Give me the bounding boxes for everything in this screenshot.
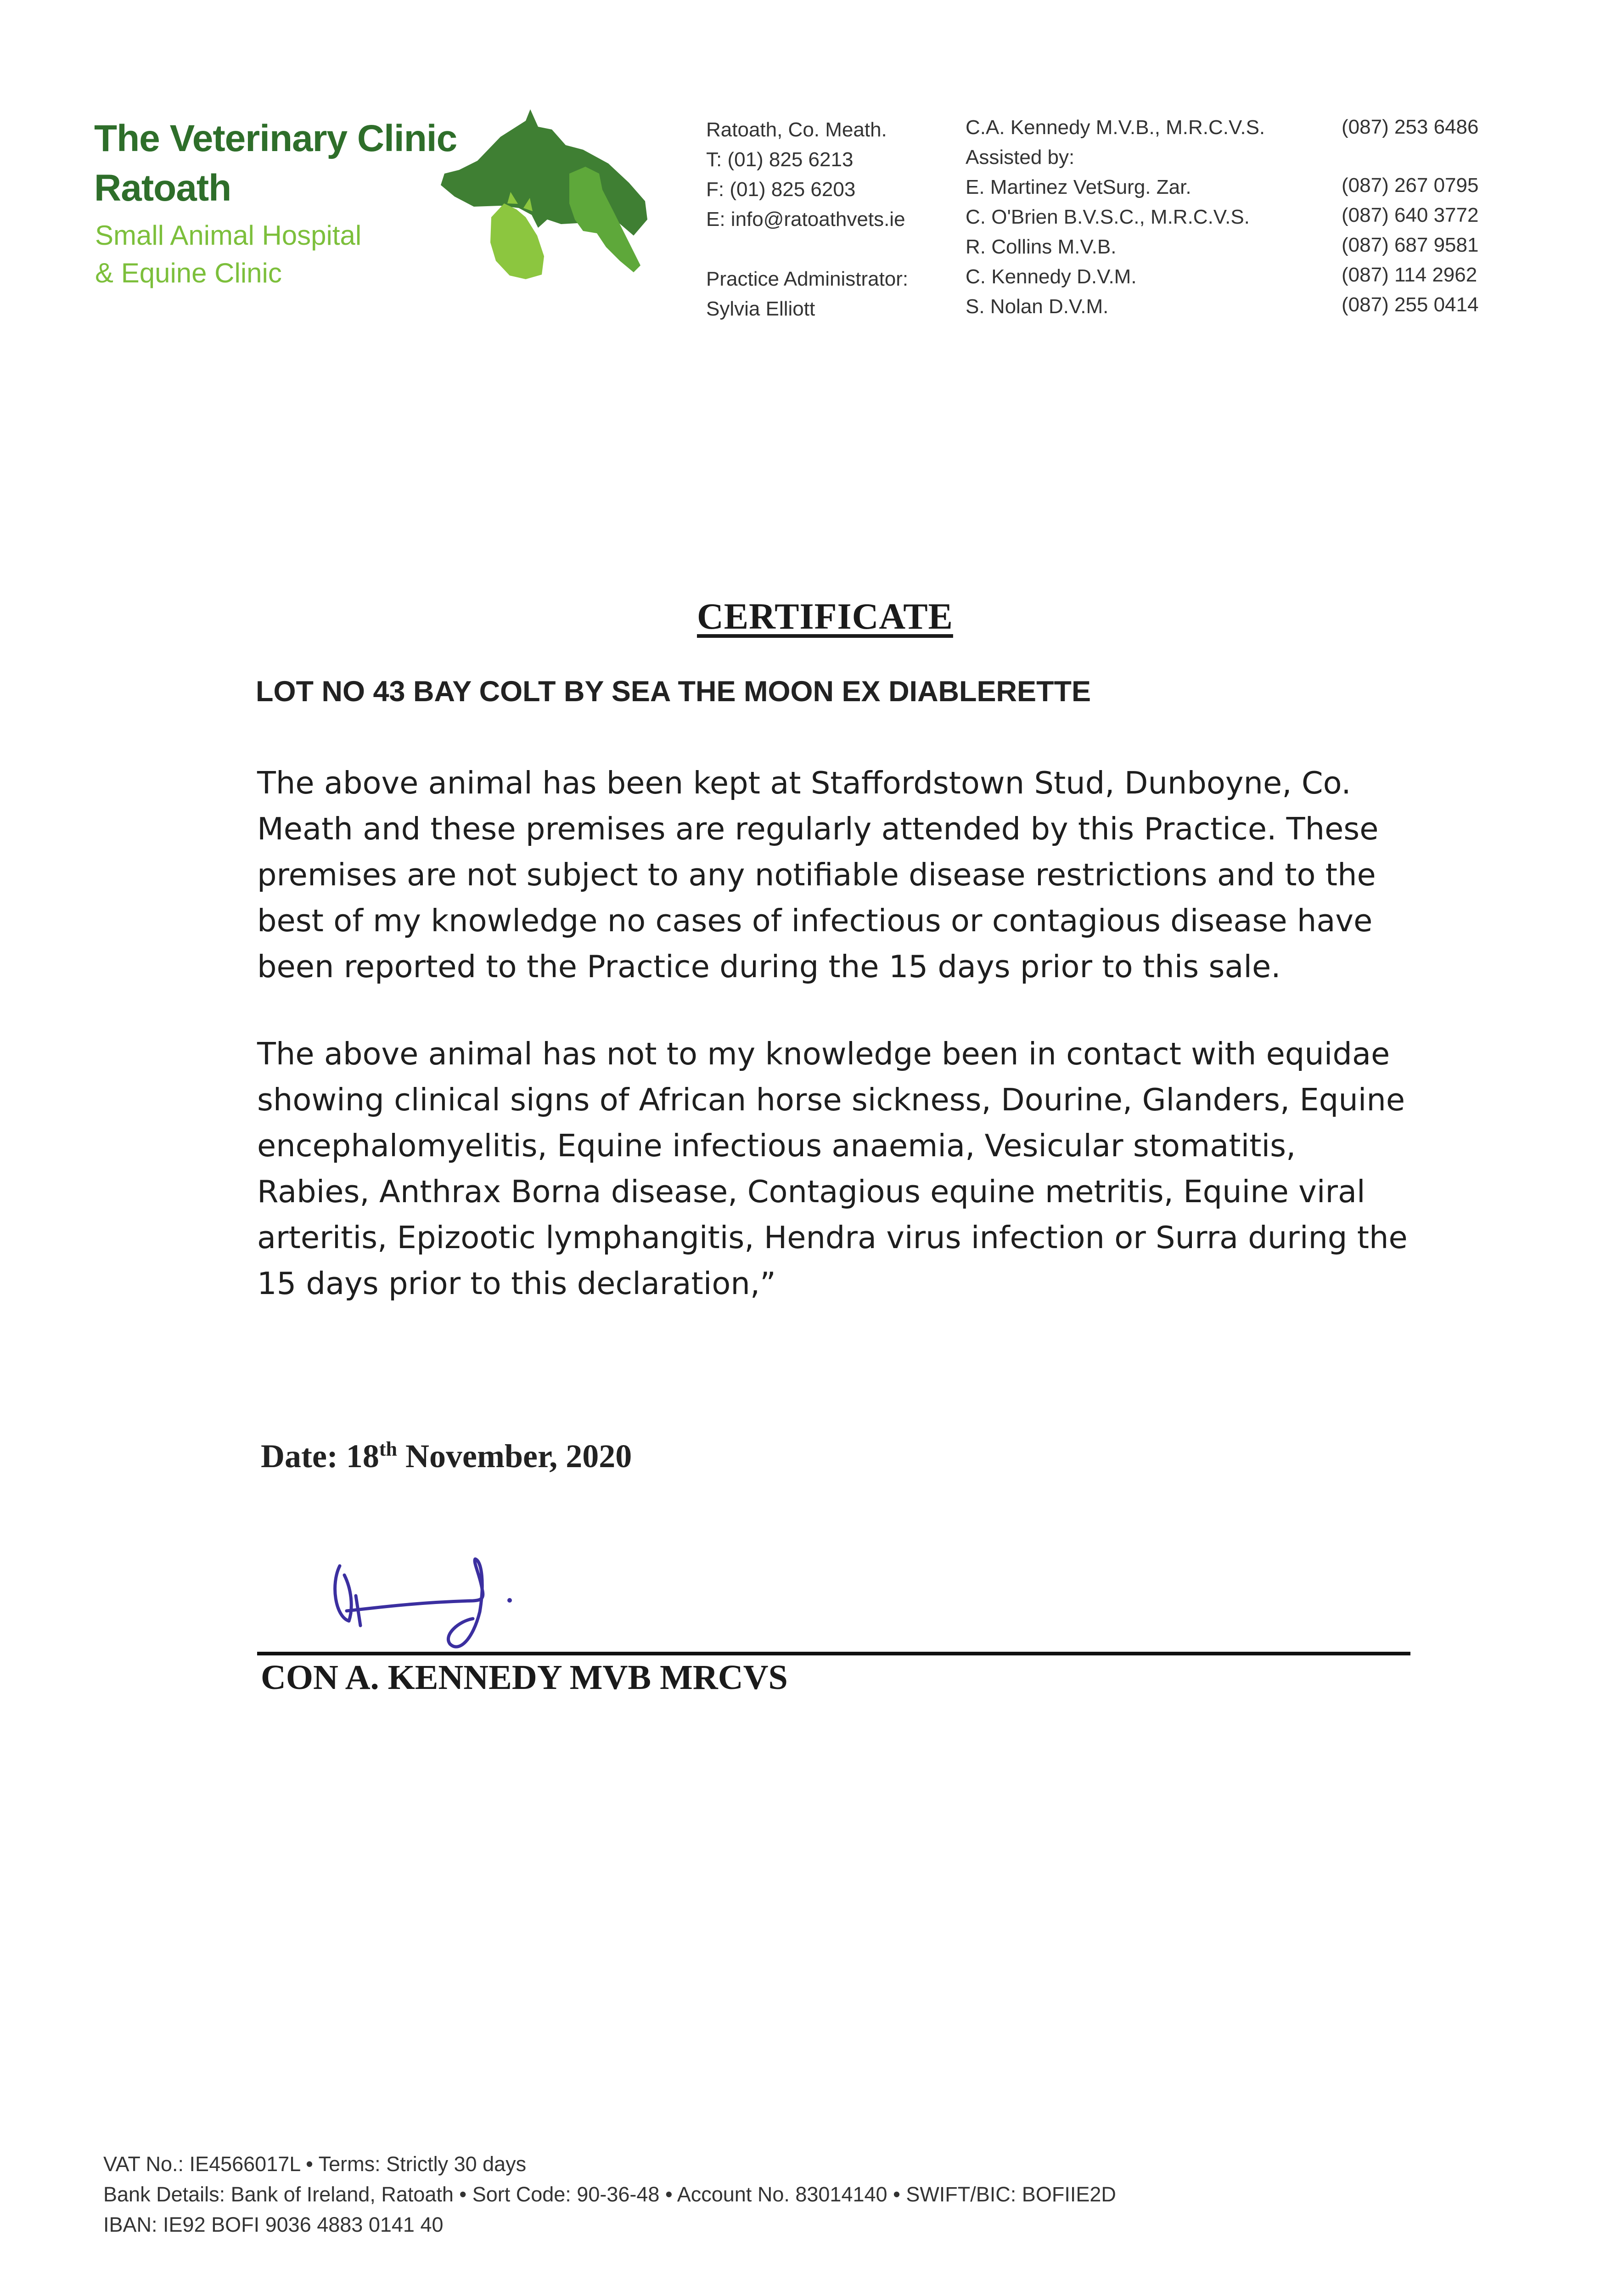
assisted-by-label: Assisted by: bbox=[966, 146, 1075, 169]
clinic-sub-line1: Small Animal Hospital bbox=[95, 220, 362, 251]
clinic-name-line2: Ratoath bbox=[94, 167, 231, 209]
clinic-sub-line2: & Equine Clinic bbox=[95, 258, 282, 288]
address-block bbox=[706, 115, 908, 324]
address-phone: T: (01) 825 6213 bbox=[706, 148, 854, 171]
staff-phone: (087) 255 0414 bbox=[1342, 293, 1479, 316]
staff-phone: (087) 253 6486 bbox=[1342, 116, 1479, 138]
admin-label: Practice Administrator: bbox=[706, 268, 909, 290]
certificate-title: CERTIFICATE bbox=[697, 597, 953, 637]
signature-line bbox=[257, 1652, 1410, 1655]
address-email: E: info@ratoathvets.ie bbox=[706, 208, 905, 231]
staff-name: R. Collins M.V.B. bbox=[966, 236, 1117, 258]
address-town: Ratoath, Co. Meath. bbox=[706, 118, 887, 141]
footer bbox=[103, 2149, 1116, 2240]
staff-phone: (087) 114 2962 bbox=[1342, 264, 1477, 286]
footer-bank: Bank Details: Bank of Ireland, Ratoath • Sort Code: 90-36-48 • Account No. 83014140 • SWIFT/BIC: BOFIIE2D bbox=[103, 2183, 1116, 2206]
staff-name: C. O'Brien B.V.S.C., M.R.C.V.S. bbox=[966, 206, 1250, 228]
staff-phone: (087) 267 0795 bbox=[1342, 174, 1479, 197]
address-fax: F: (01) 825 6203 bbox=[706, 178, 856, 201]
signatory-name: CON A. KENNEDY MVB MRCVS bbox=[261, 1658, 788, 1697]
staff-phone: (087) 640 3772 bbox=[1342, 204, 1479, 226]
admin-name: Sylvia Elliott bbox=[706, 298, 815, 320]
staff-phone: (087) 687 9581 bbox=[1342, 234, 1479, 256]
certificate-date bbox=[261, 1437, 632, 1475]
staff-name: E. Martinez VetSurg. Zar. bbox=[966, 176, 1191, 198]
date-label: Date: bbox=[261, 1438, 338, 1474]
staff-name: C.A. Kennedy M.V.B., M.R.C.V.S. bbox=[966, 116, 1265, 139]
horse-dog-cat-logo-icon bbox=[432, 109, 661, 284]
date-day: 18 bbox=[346, 1438, 379, 1474]
clinic-subtitle bbox=[95, 217, 361, 292]
staff-list bbox=[966, 113, 1265, 321]
date-suffix: th bbox=[379, 1438, 398, 1460]
clinic-name bbox=[94, 114, 457, 213]
paragraph-premises: The above animal has been kept at Staffordstown Stud, Dunboyne, Co. Meath and these premises are regularly attended by this Practice. These premises are not subject to any notifiable disease restrictions and to the best of my knowledge no cases of infectious or contagious disease have been reported to the Practice during the 15 days prior to this sale. bbox=[257, 765, 1379, 985]
paragraph-contact: The above animal has not to my knowledge been in contact with equidae showing clinical signs of African horse sickness, Dourine, Glanders, Equine encephalomyelitis, Equine infectious anaemia, Vesicular stomatitis, Rabies, Anthrax Borna disease, Contagious equine metritis, Equine viral arteritis, Epizootic lymphangitis, Hendra virus infection or Surra during the 15 days prior to this declaration,” bbox=[257, 1036, 1408, 1301]
staff-name: S. Nolan D.V.M. bbox=[966, 295, 1109, 318]
lot-heading: LOT NO 43 BAY COLT BY SEA THE MOON EX DIABLERETTE bbox=[256, 675, 1091, 708]
footer-vat: VAT No.: IE4566017L • Terms: Strictly 30 days bbox=[103, 2152, 527, 2176]
clinic-name-line1: The Veterinary Clinic bbox=[94, 118, 457, 159]
staff-name: C. Kennedy D.V.M. bbox=[966, 265, 1137, 288]
staff-phones bbox=[1342, 112, 1478, 320]
footer-iban: IBAN: IE92 BOFI 9036 4883 0141 40 bbox=[103, 2213, 444, 2236]
date-rest: November, 2020 bbox=[405, 1438, 632, 1474]
